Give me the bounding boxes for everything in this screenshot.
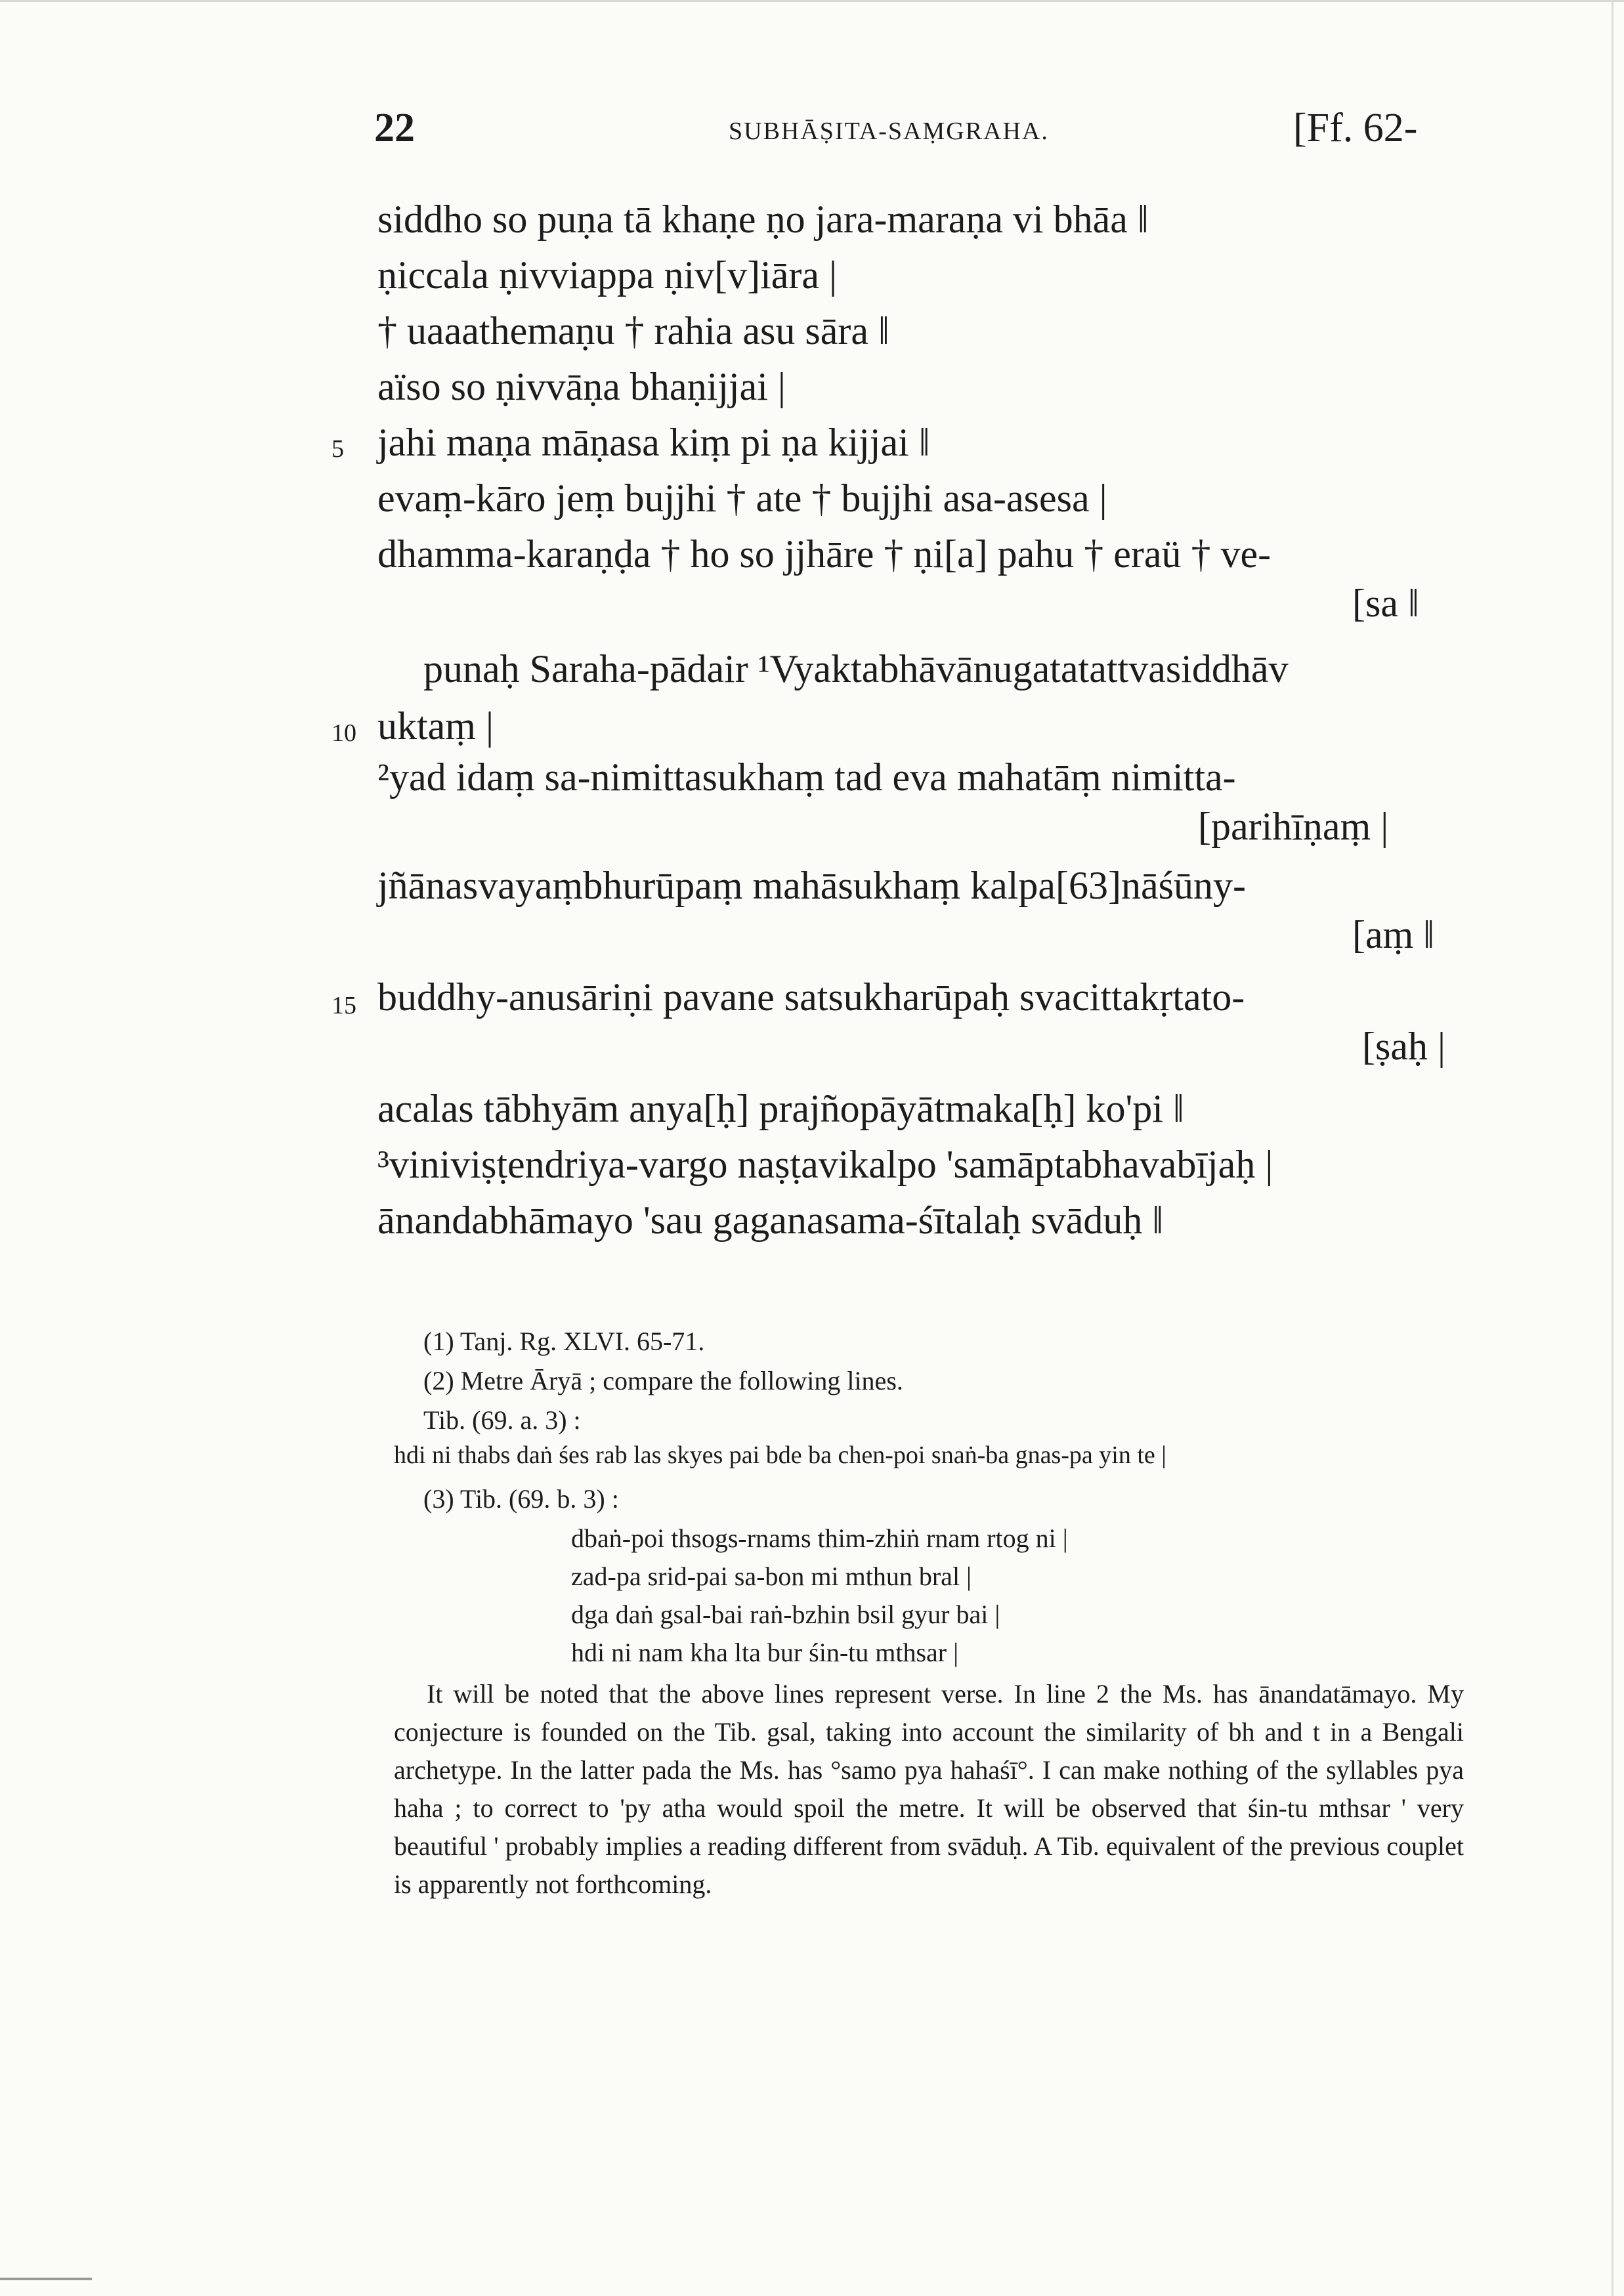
- footnote-line: Tib. (69. a. 3) :: [423, 1405, 581, 1435]
- folio-reference: [Ff. 62-: [1293, 106, 1418, 150]
- verse-line: ṇiccala ṇivviappa ṇiv[v]iāra |: [377, 253, 838, 297]
- verse-line: jñānasvayaṃbhurūpaṃ mahāsukhaṃ kalpa[63]nāśūny-: [377, 864, 1246, 907]
- scan-mark-bottom: [0, 2278, 92, 2280]
- footnote: (2) Metre Āryā ; compare the following lines.: [423, 1366, 903, 1395]
- footnote-paragraph: It will be noted that the above lines represent verse. In line 2 the Ms. has ānandatāmayo. My conjecture is founded on the Tib. gsal, taking into account the similarity of bh and t in a Bengali archetype. In the latter pada the Ms. has °samo pya hahaśī°. I can make nothing of the syllables pya haha ; to correct to 'py atha would spoil the metre. It will be observed that śin-tu mthsar ' very beautiful ' probably implies a reading different from svāduḥ. A Tib. equivalent of the previous couplet is apparently not forthcoming.: [394, 1679, 1464, 1899]
- verse-line: ³viniviṣṭendriya-vargo naṣṭavikalpo 'samāptabhavabījaḥ |: [377, 1143, 1273, 1186]
- verse-line: aïso so ṇivvāṇa bhaṇijjai |: [377, 365, 786, 408]
- verse-continuation: [aṃ ‖: [1352, 913, 1435, 956]
- verse-line: ²yad idaṃ sa-nimittasukhaṃ tad eva mahatāṃ nimitta-: [377, 755, 1236, 799]
- line-number: 10: [331, 719, 356, 747]
- line-number: 15: [331, 992, 356, 1019]
- tibetan-line: hdi ni nam kha lta bur śin-tu mthsar |: [571, 1638, 959, 1667]
- verse-line: dhamma-karaṇḍa † ho so jjhāre † ṇi[a] pahu † eraü † ve-: [377, 532, 1271, 576]
- verse-line: acalas tābhyām anya[ḥ] prajñopāyātmaka[ḥ] ko'pi ‖: [377, 1087, 1184, 1130]
- verse-line: ānandabhāmayo 'sau gaganasama-śītalaḥ svāduḥ ‖: [377, 1199, 1164, 1242]
- running-title: SUBHĀṢITA-SAṂGRAHA.: [729, 117, 1049, 145]
- footnote: (3) Tib. (69. b. 3) :: [423, 1484, 619, 1514]
- tibetan-line: zad-pa srid-pai sa-bon mi mthun bral |: [571, 1562, 972, 1591]
- scan-edge-top: [0, 0, 1624, 2]
- verse-continuation: [ṣaḥ |: [1362, 1025, 1445, 1068]
- prose-line: [423, 647, 1288, 692]
- tibetan-line: dga daṅ gsal-bai raṅ-bzhin bsil gyur bai |: [571, 1600, 1000, 1629]
- page-number: 22: [374, 106, 415, 150]
- prose-line: uktaṃ |: [377, 704, 494, 748]
- verse-continuation: [parihīṇaṃ |: [1198, 805, 1389, 848]
- verse-line: buddhy-anusāriṇi pavane satsukharūpaḥ svacittakṛtato-: [377, 975, 1245, 1019]
- footnote: (1) Tanj. Rg. XLVI. 65-71.: [423, 1327, 705, 1356]
- line-number: 5: [331, 435, 344, 463]
- scan-edge-right: [1612, 0, 1613, 2296]
- footnote-line: hdi ni thabs daṅ śes rab las skyes pai bde ba chen-poi snaṅ-ba gnas-pa yin te |: [394, 1441, 1166, 1469]
- verse-line: jahi maṇa māṇasa kiṃ pi ṇa kijjai ‖: [377, 421, 930, 464]
- prose-text: punaḥ Saraha-pādair ¹Vyaktabhāvānugatatattvasiddhāv: [423, 647, 1289, 691]
- tibetan-line: dbaṅ-poi thsogs-rnams thim-zhiṅ rnam rtog ni |: [571, 1523, 1068, 1553]
- verse-line: evaṃ-kāro jeṃ bujjhi † ate † bujjhi asa-asesa |: [377, 477, 1107, 520]
- verse-continuation: [sa ‖: [1352, 582, 1419, 625]
- verse-line: † uaaathemaṇu † rahia asu sāra ‖: [377, 309, 889, 352]
- verse-line: siddho so puṇa tā khaṇe ṇo jara-maraṇa vi bhāa ‖: [377, 198, 1149, 241]
